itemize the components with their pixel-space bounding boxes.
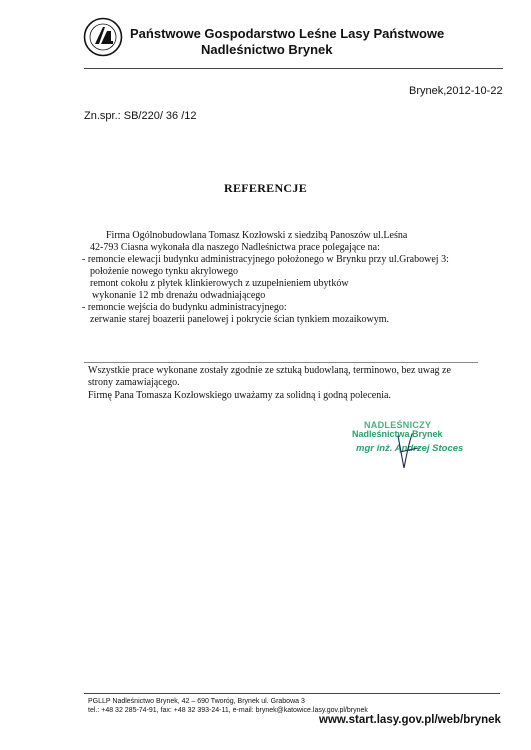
header-divider — [84, 68, 503, 69]
body-line: Firma Ogólnobudowlana Tomasz Kozłowski z siedzibą Panoszów ul.Leśna — [106, 230, 408, 241]
stamp-unit: Nadleśnictwa Brynek — [352, 429, 443, 439]
closing-line: Wszystkie prace wykonane zostały zgodnie ze sztuką budowlaną, terminowo, bez uwag ze — [88, 365, 451, 376]
body-line: położenie nowego tynku akrylowego — [90, 266, 239, 277]
body-line: - remoncie wejścia do budynku administracyjnego: — [82, 302, 287, 313]
body-line: wykonanie 12 mb drenażu odwadniającego — [92, 290, 266, 301]
lasy-panstwowe-logo-icon — [83, 17, 123, 57]
body-line: remont cokołu z płytek klinkierowych z uzupełnieniem ubytków — [90, 278, 349, 289]
document-date: Brynek,2012-10-22 — [409, 85, 503, 97]
organization-name: Państwowe Gospodarstwo Leśne Lasy Państwowe — [130, 26, 445, 41]
closing-line: Firmę Pana Tomasza Kozłowskiego uważamy za solidną i godną polecenia. — [88, 390, 391, 401]
signature-scribble — [340, 418, 470, 493]
official-stamp — [340, 418, 470, 493]
unit-name: Nadleśnictwo Brynek — [201, 42, 333, 57]
closing-line: strony zamawiającego. — [88, 377, 180, 388]
footer-divider — [84, 693, 500, 694]
footer-address: PGLLP Nadleśnictwo Brynek, 42 – 690 Tworóg, Brynek ul. Grabowa 3 — [88, 698, 305, 705]
footer-contact: tel.: +48 32 285-74-91, fax: +48 32 393-24-11, e-mail: brynek@katowice.lasy.gov.pl/brynek — [88, 707, 368, 714]
body-line: zerwanie starej boazerii panelowej i pokrycie ścian tynkiem mozaikowym. — [90, 314, 390, 325]
section-divider — [84, 362, 478, 363]
footer-website-link[interactable]: www.start.lasy.gov.pl/web/brynek — [319, 714, 501, 726]
document-title: REFERENCJE — [223, 181, 307, 195]
stamp-signatory: mgr inż. Andrzej Stoces — [356, 443, 464, 454]
body-line: 42-793 Ciasna wykonała dla naszego Nadleśnictwa prace polegające na: — [90, 242, 380, 253]
body-line: - remoncie elewacji budynku administracyjnego położonego w Brynku przy ul.Grabowej 3: — [82, 254, 449, 265]
stamp-title: NADLEŚNICZY — [364, 420, 432, 430]
reference-number: Zn.spr.: SB/220/ 36 /12 — [84, 110, 197, 122]
